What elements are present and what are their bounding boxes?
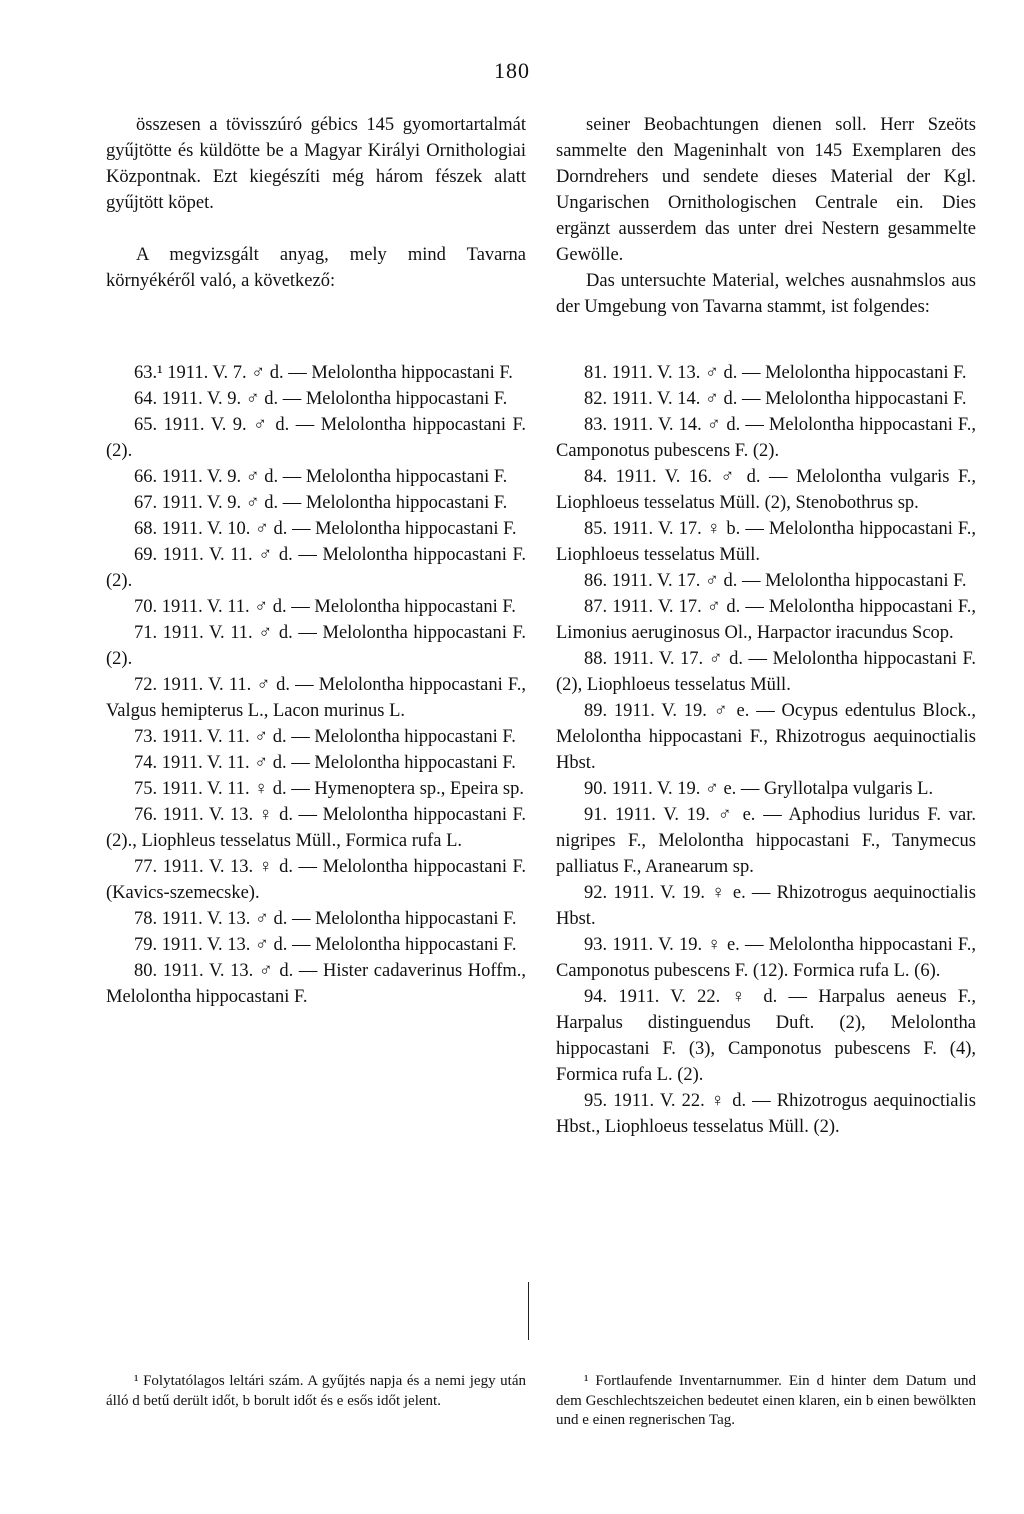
list-item: 87. 1911. V. 17. ♂ d. — Melolontha hippocastani F., Limonius aeruginosus Ol., Harpactor iracundus Scop. — [556, 597, 976, 643]
list-item: 86. 1911. V. 17. ♂ d. — Melolontha hippocastani F. — [584, 571, 967, 591]
list-item: 64. 1911. V. 9. ♂ d. — Melolontha hippocastani F. — [134, 389, 508, 409]
left-intro-paragraph: összesen a tövisszúró gébics 145 gyomortartalmát gyűjtötte és küldötte be a Magyar Királyi Ornithologiai Központnak. Ezt kiegészíti még három fészek alatt gyűjtött köpet. — [106, 115, 526, 213]
column-divider — [528, 1282, 529, 1340]
list-item: 83. 1911. V. 14. ♂ d. — Melolontha hippocastani F., Camponotus pubescens F. (2). — [556, 415, 976, 461]
list-item: 79. 1911. V. 13. ♂ d. — Melolontha hippocastani F. — [134, 935, 517, 955]
list-item: 80. 1911. V. 13. ♂ d. — Hister cadaverinus Hoffm., Melolontha hippocastani F. — [106, 961, 526, 1007]
left-entry-list — [106, 360, 526, 1010]
page-number: 180 — [494, 58, 530, 83]
footnote-right — [556, 1372, 976, 1431]
list-item: 63.¹ 1911. V. 7. ♂ d. — Melolontha hippocastani F. — [134, 363, 513, 383]
list-item: 71. 1911. V. 11. ♂ d. — Melolontha hippocastani F. (2). — [106, 623, 526, 669]
right-entry-list — [556, 360, 976, 1140]
list-item: 67. 1911. V. 9. ♂ d. — Melolontha hippocastani F. — [134, 493, 508, 513]
list-item: 78. 1911. V. 13. ♂ d. — Melolontha hippocastani F. — [134, 909, 517, 929]
list-item: 89. 1911. V. 19. ♂ e. — Ocypus edentulus Block., Melolontha hippocastani F., Rhizotrogus aequinoctialis Hbst. — [556, 701, 976, 773]
right-intro-paragraph: seiner Beobachtungen dienen soll. Herr Szeöts sammelte den Mageninhalt von 145 Exemplaren des Dorndrehers und sendete dieses Material der Kgl. Ungarischen Ornithologischen Centrale ein. Dies ergänzt ausserdem das unter drei Nestern gesammelte Gewölle. — [556, 115, 976, 265]
list-item: 94. 1911. V. 22. ♀ d. — Harpalus aeneus F., Harpalus distinguendus Duft. (2), Melolontha hippocastani F. (3), Camponotus pubescens F. (4), Formica rufa L. (2). — [556, 987, 976, 1085]
list-item: 74. 1911. V. 11. ♂ d. — Melolontha hippocastani F. — [134, 753, 516, 773]
list-item: 66. 1911. V. 9. ♂ d. — Melolontha hippocastani F. — [134, 467, 508, 487]
list-item: 90. 1911. V. 19. ♂ e. — Gryllotalpa vulgaris L. — [584, 779, 934, 799]
list-item: 77. 1911. V. 13. ♀ d. — Melolontha hippocastani F. (Kavics-szemecske). — [106, 857, 526, 903]
list-item: 81. 1911. V. 13. ♂ d. — Melolontha hippocastani F. — [584, 363, 967, 383]
list-item: 84. 1911. V. 16. ♂ d. — Melolontha vulgaris F., Liophloeus tesselatus Müll. (2), Stenobothrus sp. — [556, 467, 976, 513]
list-item: 70. 1911. V. 11. ♂ d. — Melolontha hippocastani F. — [134, 597, 516, 617]
list-item: 72. 1911. V. 11. ♂ d. — Melolontha hippocastani F., Valgus hemipterus L., Lacon murinus L. — [106, 675, 526, 721]
left-intro — [106, 112, 526, 294]
footnote-left — [106, 1372, 526, 1411]
list-item: 93. 1911. V. 19. ♀ e. — Melolontha hippocastani F., Camponotus pubescens F. (12). Formica rufa L. (6). — [556, 935, 976, 981]
list-item: 76. 1911. V. 13. ♀ d. — Melolontha hippocastani F. (2)., Liophleus tesselatus Müll., Formica rufa L. — [106, 805, 526, 851]
left-intro-paragraph: A megvizsgált anyag, mely mind Tavarna környékéről való, a következő: — [106, 245, 526, 291]
list-item: 65. 1911. V. 9. ♂ d. — Melolontha hippocastani F. (2). — [106, 415, 526, 461]
list-item: 68. 1911. V. 10. ♂ d. — Melolontha hippocastani F. — [134, 519, 517, 539]
footnote-text: ¹ Folytatólagos leltári szám. A gyűjtés napja és a nemi jegy után álló d betű derült időt, b borult időt és e esős időt jelent. — [106, 1373, 526, 1409]
footnote-text: ¹ Fortlaufende Inventarnummer. Ein d hinter dem Datum und dem Geschlechtszeichen bedeutet einen klaren, ein b einen bewölkten und e einen regnerischen Tag. — [556, 1373, 976, 1428]
list-item: 88. 1911. V. 17. ♂ d. — Melolontha hippocastani F. (2), Liophloeus tesselatus Müll. — [556, 649, 976, 695]
list-item: 85. 1911. V. 17. ♀ b. — Melolontha hippocastani F., Liophloeus tesselatus Müll. — [556, 519, 976, 565]
right-intro-paragraph: Das untersuchte Material, welches ausnahmslos aus der Umgebung von Tavarna stammt, ist folgendes: — [556, 271, 976, 317]
list-item: 75. 1911. V. 11. ♀ d. — Hymenoptera sp., Epeira sp. — [134, 779, 524, 799]
list-item: 73. 1911. V. 11. ♂ d. — Melolontha hippocastani F. — [134, 727, 516, 747]
list-item: 69. 1911. V. 11. ♂ d. — Melolontha hippocastani F. (2). — [106, 545, 526, 591]
list-item: 92. 1911. V. 19. ♀ e. — Rhizotrogus aequinoctialis Hbst. — [556, 883, 976, 929]
right-intro — [556, 112, 976, 320]
list-item: 91. 1911. V. 19. ♂ e. — Aphodius luridus F. var. nigripes F., Melolontha hippocastani F., Tanymecus palliatus F., Aranearum sp. — [556, 805, 976, 877]
list-item: 95. 1911. V. 22. ♀ d. — Rhizotrogus aequinoctialis Hbst., Liophloeus tesselatus Müll. (2). — [556, 1091, 976, 1137]
list-item: 82. 1911. V. 14. ♂ d. — Melolontha hippocastani F. — [584, 389, 967, 409]
